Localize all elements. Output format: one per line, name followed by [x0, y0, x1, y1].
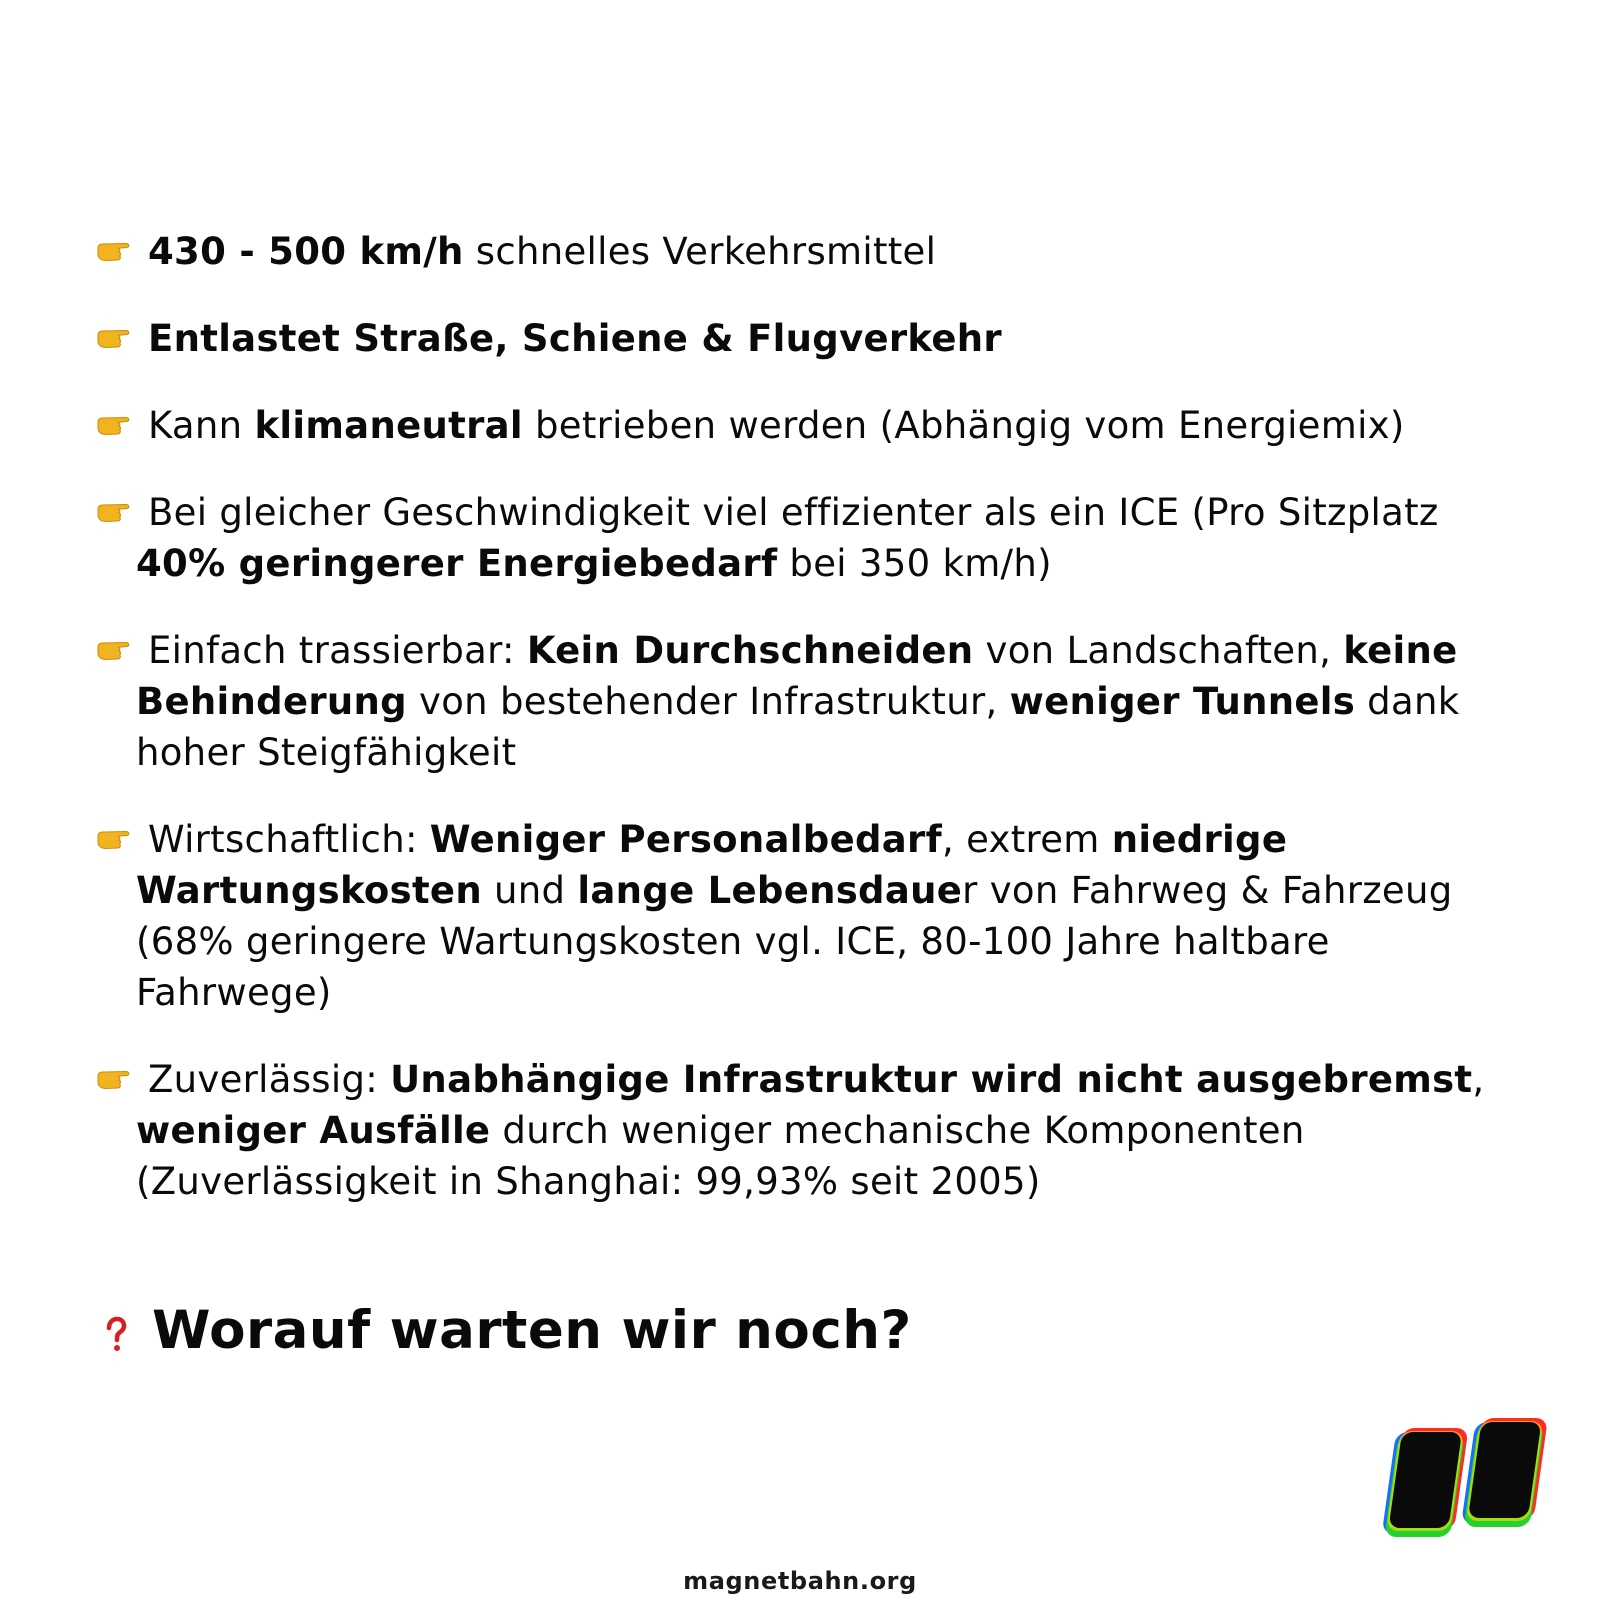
question-text: Worauf warten wir noch? — [152, 1300, 912, 1361]
feature-list — [96, 226, 1536, 1243]
item-seg: lange Lebensdaue — [577, 869, 963, 912]
item-seg: niedrige Wartungskosten — [136, 818, 1288, 912]
list-item — [96, 1054, 1536, 1207]
item-seg: klimaneutral — [254, 404, 523, 447]
item-seg: , extrem — [941, 818, 1112, 861]
item-seg: weniger Tunnels — [1009, 680, 1356, 723]
red-question-mark-icon — [104, 1316, 128, 1356]
item-seg: Kein Durchschneiden — [526, 629, 974, 672]
list-item — [96, 400, 1536, 451]
item-seg: Bei gleicher Geschwindigkeit viel effizienter als ein ICE (Pro Sitzplatz — [148, 491, 1439, 534]
item-seg: keine Behinderung — [136, 629, 1458, 723]
item-seg: von Landschaften, — [973, 629, 1344, 672]
list-item — [96, 625, 1536, 778]
item-seg: Einfach trassierbar: — [148, 629, 527, 672]
closing-question — [96, 1296, 1496, 1366]
item-seg: durch weniger mechanische Komponenten (Zuverlässigkeit in Shanghai: 99,93% seit 2005) — [136, 1109, 1305, 1203]
footer-url: magnetbahn.org — [683, 1567, 917, 1595]
item-seg: Kann — [148, 404, 255, 447]
item-seg: Wirtschaftlich: — [148, 818, 430, 861]
backhand-index-pointing-right-icon — [96, 239, 136, 263]
item-seg: Entlastet Straße, Schiene & Flugverkehr — [148, 317, 1002, 360]
item-seg: bei 350 km/h) — [777, 542, 1052, 585]
list-item — [96, 814, 1536, 1018]
item-seg: 40% geringerer Energiebedarf — [136, 542, 778, 585]
magnetbahn-logo — [1380, 1418, 1560, 1544]
item-seg: und — [481, 869, 578, 912]
item-seg: 430 - 500 km/h — [148, 230, 464, 273]
item-seg: dank hoher Steigfähigkeit — [136, 680, 1460, 774]
item-seg: von bestehender Infrastruktur, — [406, 680, 1010, 723]
list-item — [96, 487, 1536, 589]
backhand-index-pointing-right-icon — [96, 326, 136, 350]
list-item — [96, 313, 1536, 364]
list-item — [96, 226, 1536, 277]
item-seg: betrieben werden (Abhängig vom Energiemix) — [522, 404, 1405, 447]
backhand-index-pointing-right-icon — [96, 1067, 136, 1091]
backhand-index-pointing-right-icon — [96, 827, 136, 851]
item-seg: r von Fahrweg & Fahrzeug (68% geringere Wartungskosten vgl. ICE, 80-100 Jahre haltbare Fahrwege) — [136, 869, 1453, 1014]
backhand-index-pointing-right-icon — [96, 500, 136, 524]
backhand-index-pointing-right-icon — [96, 638, 136, 662]
item-seg: Unabhängige Infrastruktur wird nicht ausgebremst — [390, 1058, 1473, 1101]
item-seg: Zuverlässig: — [148, 1058, 391, 1101]
item-seg: schnelles Verkehrsmittel — [463, 230, 937, 273]
item-seg: weniger Ausfälle — [136, 1109, 491, 1152]
item-seg: , — [1472, 1058, 1485, 1101]
backhand-index-pointing-right-icon — [96, 413, 136, 437]
item-seg: Weniger Personalbedarf — [429, 818, 942, 861]
